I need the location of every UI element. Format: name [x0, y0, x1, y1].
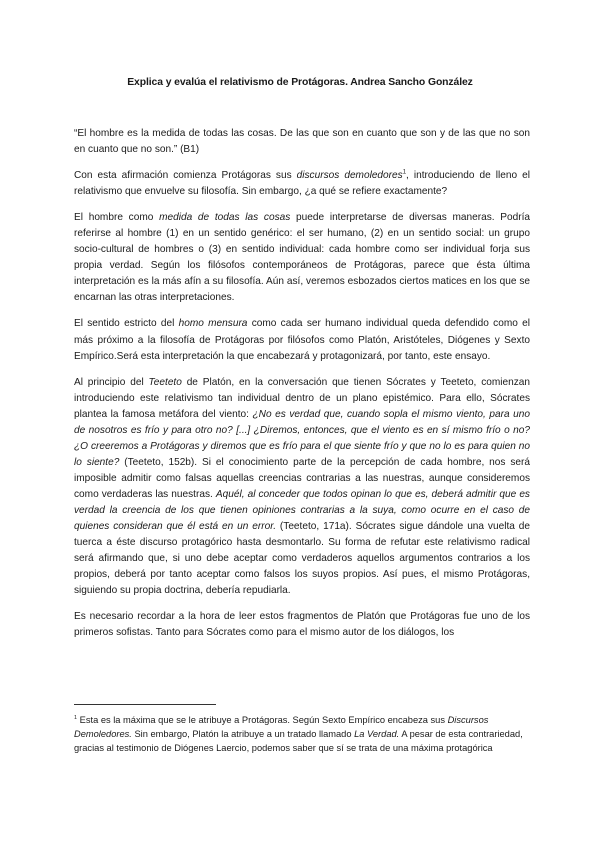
footnote: $^1$ Esta es la máxima que se le atribuye a Protágoras. Según Sexto Empírico encabeza sus Discursos Demoledores. Sin embargo, Platón la atribuye a un tratado llamado La Verdad. A pesar de esta contrariedad, gracias al testimonio de Diógenes Laercio, podemos saber que sí se trata de una máxima protagórica [74, 714, 523, 753]
emphasis-text: La Verdad. [354, 728, 400, 739]
paragraph-homo-mensura: El sentido estricto del homo mensura como cada ser humano individual queda defendido como el más próximo a la filosofía de Protágoras por filósofos como Platón, Aristóteles, Diógenes y Sexto Empírico.Será esta interpretación la que encabezará y protagonizará, por tanto, este ensayo. [74, 318, 530, 362]
paragraph-teeteto: Al principio del Teeteto de Platón, en la conversación que tienen Sócrates y Teeteto, comienzan introduciendo este relativismo tan individual dentro de un plano epistémico. Para ello, Sócrates plantea la famosa metáfora del viento: ¿No es verdad que, cuando sopla el mismo viento, para uno de nosotros es frío y para otro no? [...] ¿Diremos, entonces, que el viento es en sí mismo frío o no? ¿O creeremos a Protágoras y diremos que es frío para el que siente frío y que no lo es para quien no lo siente? (Teeteto, 152b). Si el conocimiento parte de la percepción de cada hombre, nos será imposible admitir como falsas aquellas creencias contrarias a las nuestras, aunque consideremos como verdaderas las nuestras. Aquél, al conceder que todos opinan lo que es, deberá admitir que es verdad la creencia de los que tienen opiniones contrarias a la suya, como ocurre en el caso de quienes consideran que él está en un error. (Teeteto, 171a). Sócrates sigue dándole una vuelta de tuerca a éste discurso protagórico hasta desmontarlo. Su forma de refutar este relativismo radical será afirmando que, si uno debe aceptar como verdaderos aquellos argumentos contrarios a los propios, deberá por tanto aceptar como falsos los suyos propios. Así pues, el mismo Protágoras, siguiendo su propia doctrina, debería repudiarla. [74, 376, 531, 597]
quote-italic: Aquél, al conceder que todos opinan lo que es, deberá admitir que es verdad la creencia de los que tienen opiniones contrarias a la suya, como ocurre en el caso de quienes consideran que él está en un error. [74, 488, 530, 533]
document-title: Explica y evalúa el relativismo de Protágoras. Andrea Sancho González [127, 77, 473, 88]
paragraph-intro: Con esta afirmación comienza Protágoras sus discursos demoledores$^1$, introduciendo de lleno el relativismo que envuelve su filosofía. Sin embargo, ¿a qué se refiere exactamente? [74, 169, 530, 198]
quote-italic: ¿No es verdad que, cuando sopla el mismo viento, para uno de nosotros es frío y para otro no? [...] ¿Diremos, entonces, que el viento es en sí mismo frío o no? ¿O creeremos a Protágoras y diremos que es frío para el que siente frío y que no lo es para quien no lo siente? [74, 408, 530, 468]
emphasis-text: discursos demoledores [296, 170, 403, 182]
emphasis-text: medida de todas las cosas [159, 212, 291, 224]
footnote-divider [74, 704, 216, 705]
paragraph-interpretations: El hombre como medida de todas las cosas puede interpretarse de diversas maneras. Podría referirse al hombre (1) en un sentido genérico: el ser humano, (2) en un sentido social: un grupo socio-cultural de hombres o (3) en sentido individual: cada hombre como ser individual forja sus propia verdad. Según los filósofos contemporáneos de Protágoras, parece que ésta última interpretación es la más afín a su filosofía. Aún así, veremos esbozados ciertos matices en los que se encarnan las otras interpretaciones. [74, 212, 531, 304]
paragraph-quote: “El hombre es la medida de todas las cosas. De las que son en cuanto que son y de las que no son en cuanto que no son.” (B1) [74, 128, 530, 156]
emphasis-text: homo mensura [178, 318, 248, 330]
footnote-marker: 1 [402, 169, 407, 176]
emphasis-text: Discursos Demoledores. [74, 715, 489, 739]
document-body [74, 126, 530, 641]
footnote-number: 1 [74, 714, 78, 721]
paragraph-sofistas: Es necesario recordar a la hora de leer estos fragmentos de Platón que Protágoras fue uno de los primeros sofistas. Tanto para Sócrates como para el mismo autor de los diálogos, los [74, 611, 530, 639]
emphasis-text: Teeteto [148, 376, 182, 388]
